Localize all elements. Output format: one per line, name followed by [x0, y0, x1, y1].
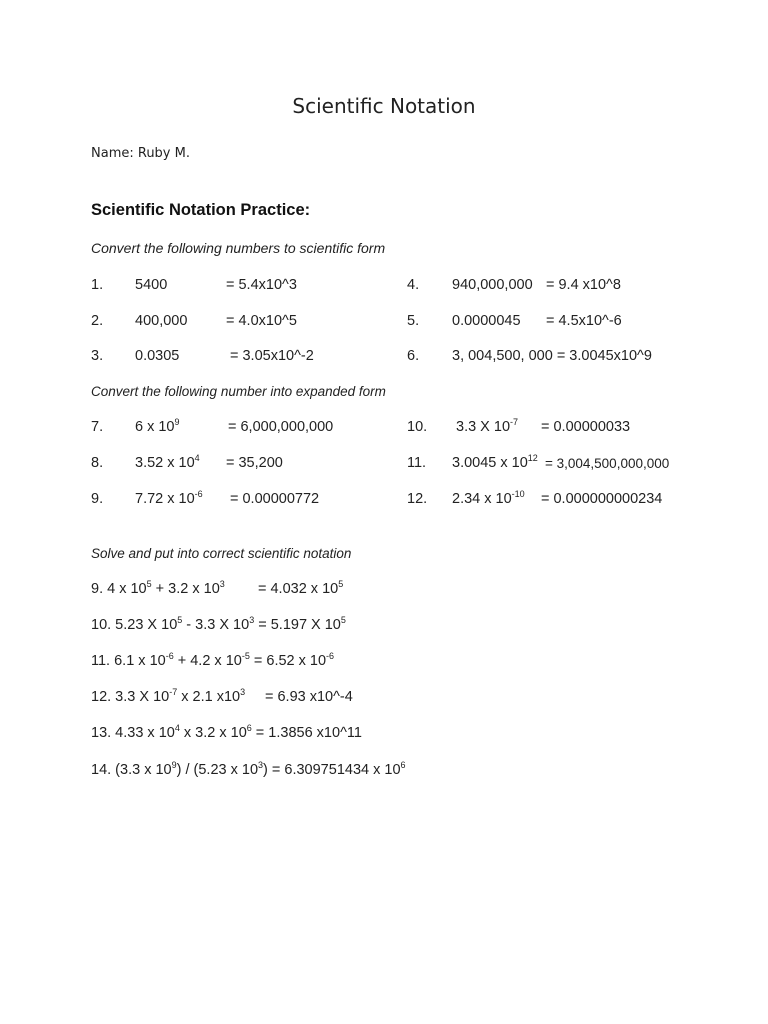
item-answer: = 4.0x10^5: [226, 313, 297, 329]
item-answer: = 3,004,500,000,000: [545, 456, 670, 471]
problem-line: 12. 3.3 X $10^{-7}$ x 2.1 $x10^3$: [91, 687, 246, 705]
problem-line: 10. 5.23 X $10^5 - 3.3$ X $10^3 = 5.197$ X $10^5$: [91, 615, 346, 633]
item-number: 1.: [91, 277, 104, 293]
item-value: 3.52 x $10^4$: [135, 453, 200, 471]
item-value: 940,000,000: [452, 277, 533, 293]
item-number: 6.: [407, 348, 420, 364]
part1-instruction: Convert the following numbers to scientific form: [91, 240, 386, 256]
item-value: 2.34 x $10^{-10}$: [452, 489, 525, 507]
item-answer: = 5.4x10^3: [226, 277, 297, 293]
item-answer: = 6,000,000,000: [228, 419, 334, 435]
item-value: 0.0305: [135, 348, 180, 364]
section-heading: Scientific Notation Practice:: [91, 201, 311, 219]
item-value: 6 x $10^9$: [135, 417, 180, 435]
item-value: 3.3 X $10^{-7}$: [456, 417, 519, 435]
problem-answer: = 6.93 x10^-4: [265, 689, 353, 705]
part2-instruction: Convert the following number into expanded form: [91, 384, 386, 399]
item-number: 10.: [407, 419, 428, 435]
item-number: 9.: [91, 491, 104, 507]
item-number: 3.: [91, 348, 104, 364]
problem-answer: = 4.032 x $10^5$: [258, 579, 344, 597]
item-number: 5.: [407, 313, 420, 329]
item-answer: = 0.000000000234: [541, 491, 663, 507]
item-number: 7.: [91, 419, 104, 435]
item-value: 5400: [135, 277, 168, 293]
item-number: 11.: [407, 455, 427, 471]
item-value: 0.0000045: [452, 313, 521, 329]
part3-instruction: Solve and put into correct scientific notation: [91, 546, 352, 561]
item-answer: = 35,200: [226, 455, 283, 471]
item-value: 3, 004,500, 000 = 3.0045x10^9: [452, 348, 652, 364]
problem-line: 9. 4 x $10^5 + 3.2$ x $10^3$: [91, 579, 225, 597]
item-answer: = 0.00000772: [230, 491, 320, 507]
item-number: 2.: [91, 313, 104, 329]
item-value: 7.72 x $10^{-6}$: [135, 489, 203, 507]
problem-line: 11. 6.1 x $10^{-6} + 4.2$ x $10^{-5} = 6.52$ x $10^{-6}$: [91, 651, 335, 669]
student-name: Name: Ruby M.: [91, 146, 190, 161]
item-answer: = 9.4 x10^8: [546, 277, 621, 293]
item-number: 4.: [407, 277, 420, 293]
page-title: Scientific Notation: [292, 94, 476, 118]
item-number: 12.: [407, 491, 428, 507]
problem-line: 14. (3.3 x $10^9) / (5.23$ x $10^3) = 6.309751434$ x $10^6$: [91, 760, 406, 778]
item-value: 3.0045 x $10^{12}$: [452, 453, 538, 471]
item-value: 400,000: [135, 313, 188, 329]
item-number: 8.: [91, 455, 104, 471]
problem-line: 13. 4.33 x $10^4$ x 3.2 x $10^6 = 1.3856$ x10^11: [91, 723, 362, 741]
item-answer: = 3.05x10^-2: [230, 348, 314, 364]
item-answer: = 4.5x10^-6: [546, 313, 622, 329]
item-answer: = 0.00000033: [541, 419, 631, 435]
